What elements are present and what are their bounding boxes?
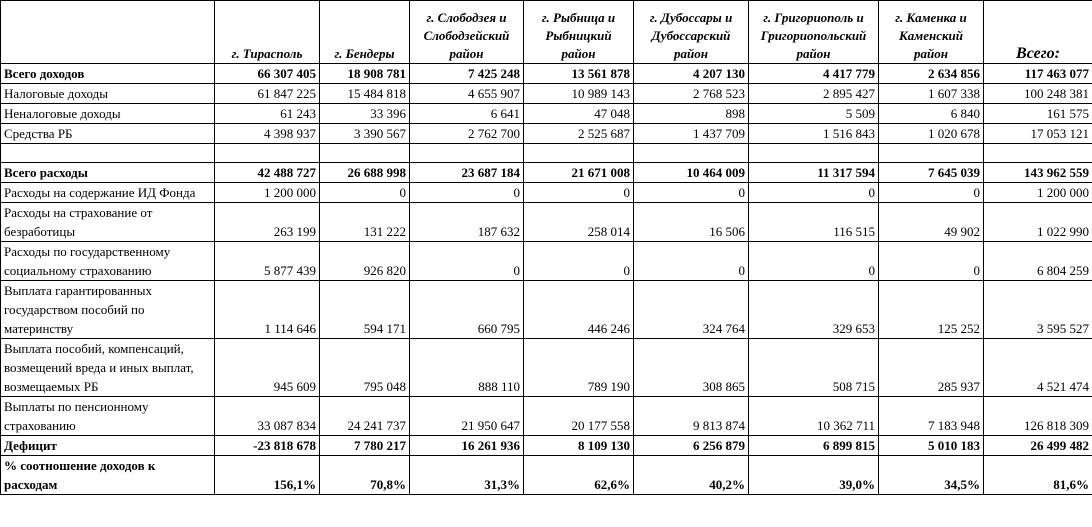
value-cell: 18 908 781 <box>320 64 410 84</box>
value-cell: 187 632 <box>410 203 524 242</box>
value-cell: 0 <box>879 183 984 203</box>
value-cell: 324 764 <box>634 281 749 339</box>
value-cell: 66 307 405 <box>215 64 320 84</box>
row-label: Всего доходов <box>1 64 215 84</box>
value-cell: 16 261 936 <box>410 436 524 456</box>
value-cell: 2 634 856 <box>879 64 984 84</box>
value-cell: 10 464 009 <box>634 163 749 183</box>
value-cell: 2 525 687 <box>524 124 634 144</box>
value-cell: 31,3% <box>410 456 524 495</box>
value-cell: 49 902 <box>879 203 984 242</box>
header-region: г. Дубоссары и Дубоссарский район <box>634 1 749 64</box>
value-cell: 34,5% <box>879 456 984 495</box>
table-row <box>1 456 1092 495</box>
value-cell: 61 847 225 <box>215 84 320 104</box>
header-region: г. Григориополь и Григориопольский район <box>749 1 879 64</box>
row-label: Выплата гарантированных государством пособий по материнству <box>1 281 215 339</box>
value-cell: 789 190 <box>524 339 634 397</box>
value-cell: 1 114 646 <box>215 281 320 339</box>
total-cell: 17 053 121 <box>984 124 1092 144</box>
row-label: Расходы на содержание ИД Фонда <box>1 183 215 203</box>
value-cell: 4 417 779 <box>749 64 879 84</box>
income-section <box>1 64 1092 144</box>
value-cell: 888 110 <box>410 339 524 397</box>
value-cell: 8 109 130 <box>524 436 634 456</box>
value-cell: 329 653 <box>749 281 879 339</box>
table-row <box>1 242 1092 281</box>
spacer-row <box>1 144 1092 163</box>
value-cell: 1 200 000 <box>215 183 320 203</box>
table-row <box>1 163 1092 183</box>
header-region: г. Тирасполь <box>215 1 320 64</box>
value-cell: 42 488 727 <box>215 163 320 183</box>
value-cell: 24 241 737 <box>320 397 410 436</box>
table-row <box>1 84 1092 104</box>
value-cell: 0 <box>634 242 749 281</box>
table-row <box>1 64 1092 84</box>
value-cell: 15 484 818 <box>320 84 410 104</box>
total-cell: 3 595 527 <box>984 281 1092 339</box>
value-cell: 0 <box>410 242 524 281</box>
value-cell: 1 437 709 <box>634 124 749 144</box>
row-label: Налоговые доходы <box>1 84 215 104</box>
header-region: г. Бендеры <box>320 1 410 64</box>
value-cell: 7 425 248 <box>410 64 524 84</box>
value-cell: 9 813 874 <box>634 397 749 436</box>
value-cell: 4 207 130 <box>634 64 749 84</box>
value-cell: 33 396 <box>320 104 410 124</box>
total-cell: 126 818 309 <box>984 397 1092 436</box>
row-label: Расходы по государственному социальному страхованию <box>1 242 215 281</box>
total-cell: 6 804 259 <box>984 242 1092 281</box>
value-cell: -23 818 678 <box>215 436 320 456</box>
row-label: Дефицит <box>1 436 215 456</box>
row-label: Всего расходы <box>1 163 215 183</box>
header-total: Всего: <box>984 1 1092 64</box>
value-cell: 926 820 <box>320 242 410 281</box>
value-cell: 2 768 523 <box>634 84 749 104</box>
value-cell: 23 687 184 <box>410 163 524 183</box>
value-cell: 795 048 <box>320 339 410 397</box>
header-blank <box>1 1 215 64</box>
total-cell: 26 499 482 <box>984 436 1092 456</box>
value-cell: 6 840 <box>879 104 984 124</box>
value-cell: 1 516 843 <box>749 124 879 144</box>
total-cell: 4 521 474 <box>984 339 1092 397</box>
row-label: Выплаты по пенсионному страхованию <box>1 397 215 436</box>
value-cell: 156,1% <box>215 456 320 495</box>
value-cell: 5 877 439 <box>215 242 320 281</box>
value-cell: 3 390 567 <box>320 124 410 144</box>
value-cell: 594 171 <box>320 281 410 339</box>
value-cell: 116 515 <box>749 203 879 242</box>
value-cell: 258 014 <box>524 203 634 242</box>
header-row <box>1 1 1092 64</box>
row-label: Расходы на страхование от безработицы <box>1 203 215 242</box>
header-region: г. Каменка и Каменский район <box>879 1 984 64</box>
value-cell: 1 607 338 <box>879 84 984 104</box>
value-cell: 62,6% <box>524 456 634 495</box>
value-cell: 21 950 647 <box>410 397 524 436</box>
value-cell: 70,8% <box>320 456 410 495</box>
table-row <box>1 124 1092 144</box>
header-region: г. Слободзея и Слободзейский район <box>410 1 524 64</box>
table-row <box>1 339 1092 397</box>
value-cell: 0 <box>524 242 634 281</box>
value-cell: 40,2% <box>634 456 749 495</box>
value-cell: 0 <box>749 183 879 203</box>
table-row <box>1 183 1092 203</box>
row-label: Средства РБ <box>1 124 215 144</box>
value-cell: 508 715 <box>749 339 879 397</box>
value-cell: 11 317 594 <box>749 163 879 183</box>
value-cell: 6 899 815 <box>749 436 879 456</box>
value-cell: 125 252 <box>879 281 984 339</box>
value-cell: 5 010 183 <box>879 436 984 456</box>
value-cell: 4 655 907 <box>410 84 524 104</box>
value-cell: 16 506 <box>634 203 749 242</box>
spacer-section <box>1 144 1092 163</box>
value-cell: 33 087 834 <box>215 397 320 436</box>
row-label: Неналоговые доходы <box>1 104 215 124</box>
value-cell: 660 795 <box>410 281 524 339</box>
total-cell: 81,6% <box>984 456 1092 495</box>
value-cell: 10 362 711 <box>749 397 879 436</box>
value-cell: 1 020 678 <box>879 124 984 144</box>
value-cell: 2 762 700 <box>410 124 524 144</box>
value-cell: 263 199 <box>215 203 320 242</box>
value-cell: 26 688 998 <box>320 163 410 183</box>
value-cell: 2 895 427 <box>749 84 879 104</box>
value-cell: 446 246 <box>524 281 634 339</box>
value-cell: 7 183 948 <box>879 397 984 436</box>
row-label: Выплата пособий, компенсаций, возмещений вреда и иных выплат, возмещаемых РБ <box>1 339 215 397</box>
value-cell: 308 865 <box>634 339 749 397</box>
total-cell: 117 463 077 <box>984 64 1092 84</box>
value-cell: 0 <box>524 183 634 203</box>
total-cell: 1 022 990 <box>984 203 1092 242</box>
table-row <box>1 281 1092 339</box>
value-cell: 0 <box>320 183 410 203</box>
row-label: % соотношение доходов к расходам <box>1 456 215 495</box>
table-row <box>1 203 1092 242</box>
value-cell: 10 989 143 <box>524 84 634 104</box>
value-cell: 898 <box>634 104 749 124</box>
total-cell: 143 962 559 <box>984 163 1092 183</box>
value-cell: 285 937 <box>879 339 984 397</box>
table-row <box>1 104 1092 124</box>
value-cell: 6 641 <box>410 104 524 124</box>
value-cell: 0 <box>749 242 879 281</box>
value-cell: 4 398 937 <box>215 124 320 144</box>
value-cell: 7 780 217 <box>320 436 410 456</box>
value-cell: 0 <box>410 183 524 203</box>
value-cell: 21 671 008 <box>524 163 634 183</box>
value-cell: 13 561 878 <box>524 64 634 84</box>
total-cell: 161 575 <box>984 104 1092 124</box>
value-cell: 5 509 <box>749 104 879 124</box>
value-cell: 61 243 <box>215 104 320 124</box>
value-cell: 7 645 039 <box>879 163 984 183</box>
value-cell: 6 256 879 <box>634 436 749 456</box>
value-cell: 47 048 <box>524 104 634 124</box>
total-cell: 100 248 381 <box>984 84 1092 104</box>
value-cell: 39,0% <box>749 456 879 495</box>
value-cell: 131 222 <box>320 203 410 242</box>
value-cell: 0 <box>634 183 749 203</box>
expense-section <box>1 163 1092 495</box>
value-cell: 0 <box>879 242 984 281</box>
header-region: г. Рыбница и Рыбницкий район <box>524 1 634 64</box>
table-row <box>1 397 1092 436</box>
table-row <box>1 436 1092 456</box>
value-cell: 945 609 <box>215 339 320 397</box>
total-cell: 1 200 000 <box>984 183 1092 203</box>
value-cell: 20 177 558 <box>524 397 634 436</box>
